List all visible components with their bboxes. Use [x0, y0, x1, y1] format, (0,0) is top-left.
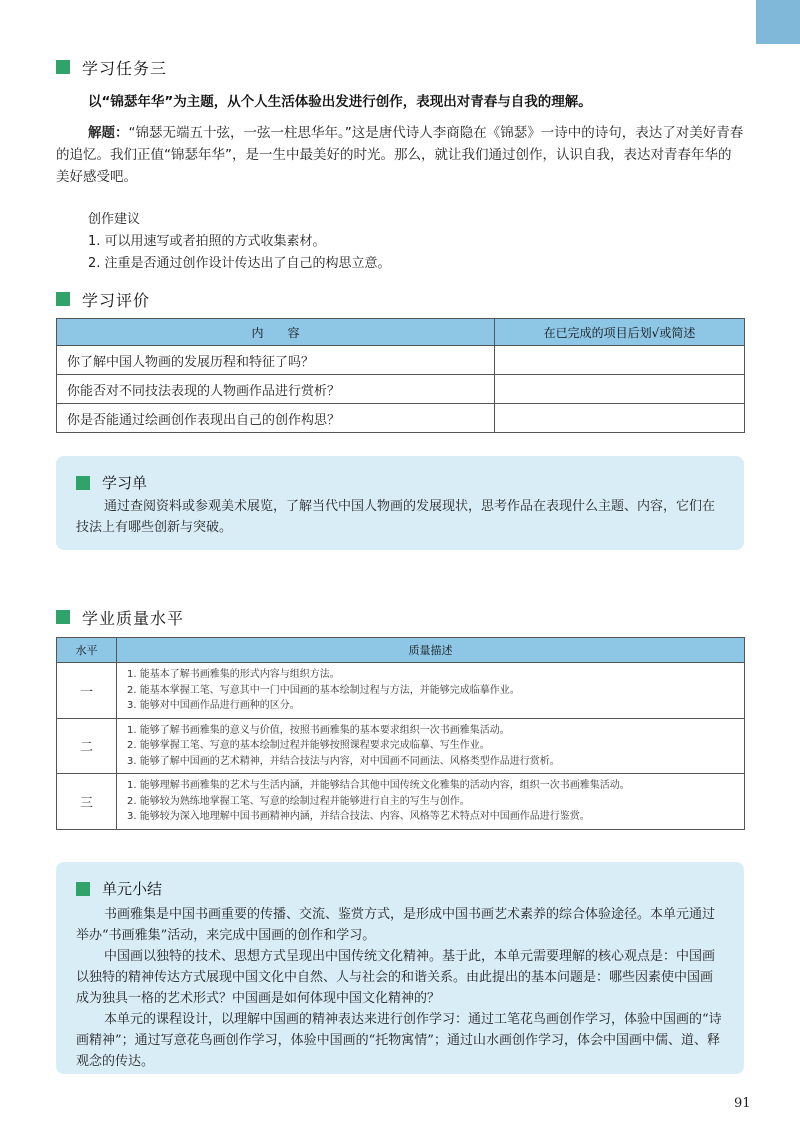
summary-panel	[56, 862, 744, 1074]
desc-item: 3. 能够较为深入地理解中国书画精神内涵，并结合技法、内容、风格等艺术特点对中国画作品进行鉴赏。	[127, 811, 590, 822]
eval-question: 你了解中国人物画的发展历程和特征了吗？	[57, 346, 495, 375]
desc-item: 1. 能基本了解书画雅集的形式内容与组织方法。	[127, 669, 340, 680]
desc-item: 3. 能够对中国画作品进行画种的区分。	[127, 700, 300, 711]
evaluation-title: 学习评价	[82, 290, 151, 310]
suggest-title: 创作建议	[88, 212, 141, 227]
quality-title: 学业质量水平	[82, 608, 185, 628]
desc-item: 2. 能够较为熟练地掌握工笔、写意的绘制过程并能够进行自主的写生与创作。	[127, 795, 470, 807]
page-number: 91	[734, 1096, 751, 1111]
desc-item: 2. 能够掌握工笔、写意的基本绘制过程并能够按照课程要求完成临摹、写生作业。	[127, 740, 490, 751]
summary-paragraph: 本单元的课程设计，以理解中国画的精神表达来进行创作学习：通过工笔花鸟画创作学习，体验中国画的“诗画精神”；通过写意花鸟画创作学习，体验中国画的“托物寓情”；通过山水画创作学习，体会中国画中儒、道、释观念的传达。	[76, 1012, 722, 1069]
summary-title: 单元小结	[102, 880, 163, 898]
desc-cell	[117, 663, 745, 719]
eval-answer-cell[interactable]	[495, 346, 745, 375]
desc-item: 1. 能够了解书画雅集的意义与价值，按照书画雅集的基本要求组织一次书画雅集活动。	[127, 724, 510, 736]
worksheet-text: 通过查阅资料或参观美术展览，了解当代中国人物画的发展现状，思考作品在表现什么主题、内容，它们在技法上有哪些创新与突破。	[76, 499, 716, 535]
table-row	[57, 663, 745, 719]
explain-label: 解题：	[88, 125, 129, 141]
suggestion-item: 2. 注重是否通过创作设计传达出了自己的构思立意。	[88, 256, 391, 271]
table-row	[57, 404, 745, 433]
eval-answer-cell[interactable]	[495, 375, 745, 404]
evaluation-table	[56, 318, 745, 433]
col-level-header: 水平	[57, 638, 117, 663]
quality-header	[56, 606, 184, 628]
green-square-icon	[56, 60, 70, 74]
col-content-header: 内 容	[57, 319, 495, 346]
suggestion-item: 1. 可以用速写或者拍照的方式收集素材。	[88, 234, 326, 249]
desc-item: 1. 能够理解书画雅集的艺术与生活内涵，并能够结合其他中国传统文化雅集的活动内容，组织一次书画雅集活动。	[127, 780, 630, 791]
table-row	[57, 718, 745, 774]
summary-paragraph: 中国画以独特的技术、思想方式呈现出中国传统文化精神。基于此，本单元需要理解的核心观点是：中国画以独特的精神传达方式展现中国文化中自然、人与社会的和谐关系。由此提出的基本问题是：哪些因素使中国画成为独具一格的艺术形式？中国画是如何体现中国文化精神的？	[76, 949, 716, 1006]
worksheet-title: 学习单	[102, 474, 148, 492]
eval-question: 你能否对不同技法表现的人物画作品进行赏析？	[57, 375, 495, 404]
task-header	[56, 56, 167, 78]
table-row	[57, 346, 745, 375]
eval-question: 你是否能通过绘画创作表现出自己的创作构思？	[57, 404, 495, 433]
task-intro: 以“锦瑟年华”为主题，从个人生活体验出发进行创作，表现出对青春与自我的理解。	[88, 94, 592, 110]
desc-item: 3. 能够了解中国画的艺术精神，并结合技法与内容，对中国画不同画法、风格类型作品进行赏析。	[127, 755, 560, 767]
col-check-header: 在已完成的项目后划√或简述	[495, 319, 745, 346]
evaluation-header	[56, 288, 150, 310]
green-square-icon	[76, 882, 90, 896]
summary-header	[76, 878, 162, 899]
green-square-icon	[56, 610, 70, 624]
level-cell: 一	[57, 663, 117, 719]
green-square-icon	[56, 292, 70, 306]
level-cell: 二	[57, 718, 117, 774]
table-row	[57, 774, 745, 830]
col-desc-header: 质量描述	[117, 638, 745, 663]
task-title: 学习任务三	[82, 58, 168, 78]
table-row	[57, 375, 745, 404]
explain-text: “锦瑟无端五十弦，一弦一柱思华年。”这是唐代诗人李商隐在《锦瑟》一诗中的诗句，表达了对美好青春的追忆。我们正值“锦瑟年华”，是一生中最美好的时光。那么，就让我们通过创作，认识自我，表达对青春年华的美好感受吧。	[56, 125, 744, 185]
level-cell: 三	[57, 774, 117, 830]
task-explanation	[56, 122, 744, 188]
eval-answer-cell[interactable]	[495, 404, 745, 433]
desc-item: 2. 能基本掌握工笔、写意其中一门中国画的基本绘制过程与方法，并能够完成临摹作业。	[127, 684, 520, 696]
quality-table	[56, 637, 745, 830]
green-square-icon	[76, 476, 90, 490]
desc-cell	[117, 774, 745, 830]
desc-cell	[117, 718, 745, 774]
worksheet-header	[76, 472, 147, 493]
summary-text	[76, 904, 722, 1072]
corner-tab	[756, 0, 800, 44]
worksheet-panel	[56, 456, 744, 550]
summary-paragraph: 书画雅集是中国书画重要的传播、交流、鉴赏方式，是形成中国书画艺术素养的综合体验途径。本单元通过举办“书画雅集”活动，来完成中国画的创作和学习。	[76, 907, 716, 943]
